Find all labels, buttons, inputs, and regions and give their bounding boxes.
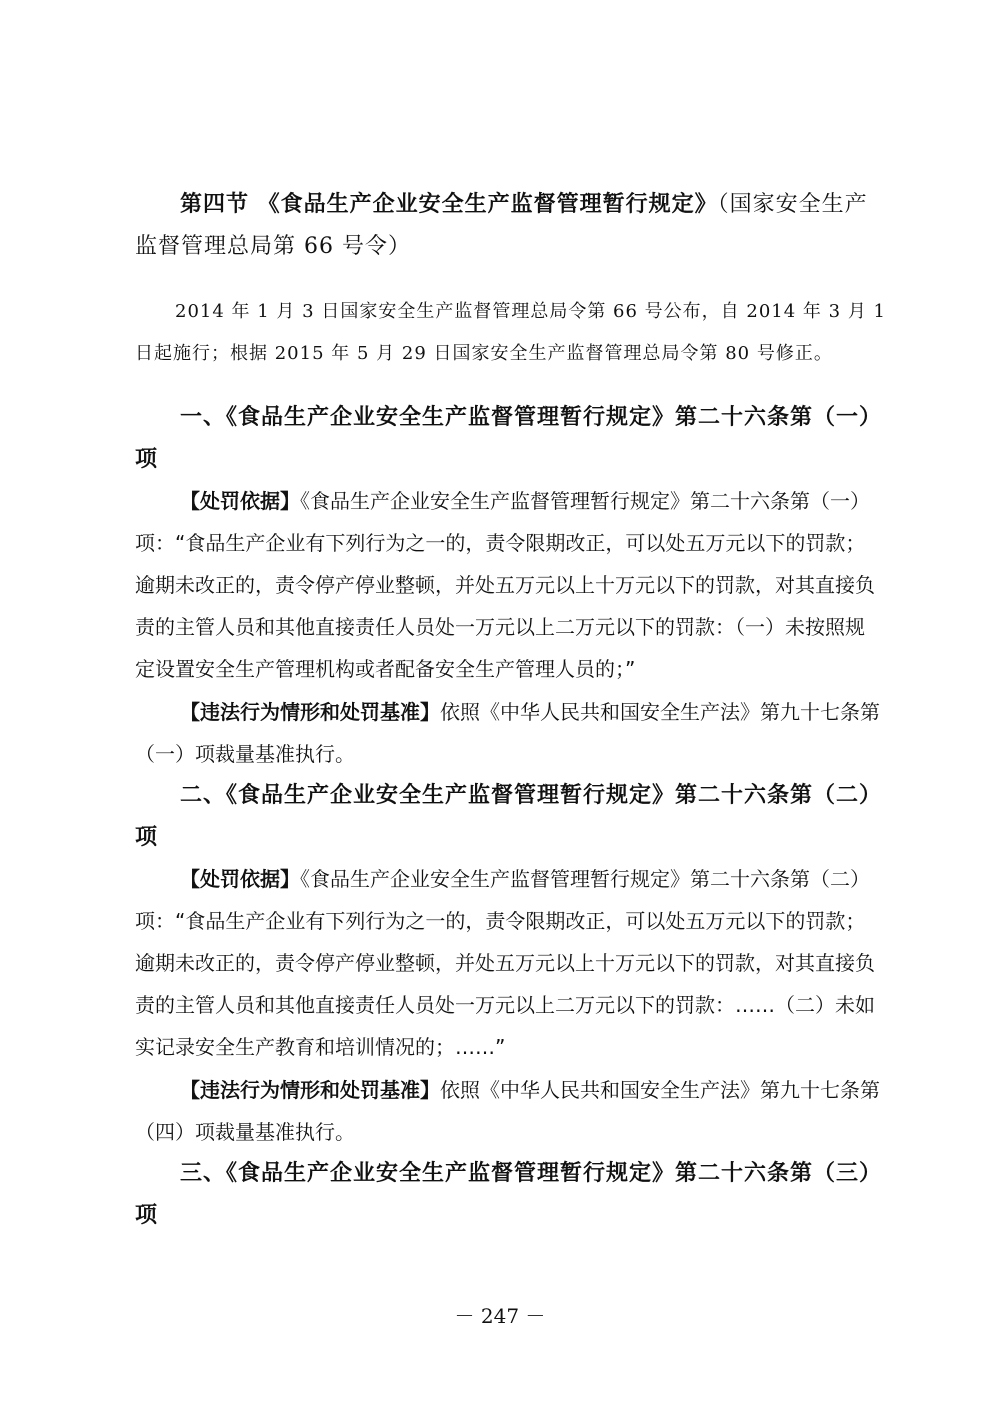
section-title: 第四节 《食品生产企业安全生产监督管理暂行规定》 bbox=[180, 192, 718, 217]
criteria-tag: 【违法行为情形和处罚基准】 bbox=[180, 1078, 440, 1102]
criteria-text: 依照《中华人民共和国安全生产法》第九十七条第 bbox=[440, 700, 880, 724]
basis-2-line2: 项：“食品生产企业有下列行为之一的，责令限期改正，可以处五万元以下的罚款； bbox=[135, 909, 866, 933]
criteria-text: 依照《中华人民共和国安全生产法》第九十七条第 bbox=[440, 1078, 880, 1102]
basis-tag: 【处罚依据】 bbox=[180, 489, 300, 513]
criteria-2-line2: （四）项裁量基准执行。 bbox=[135, 1120, 355, 1144]
basis-tag: 【处罚依据】 bbox=[180, 867, 300, 891]
basis-text: 《食品生产企业安全生产监督管理暂行规定》第二十六条第（一） bbox=[300, 489, 870, 513]
criteria-1-line2: （一）项裁量基准执行。 bbox=[135, 742, 355, 766]
basis-1-line3: 逾期未改正的，责令停产停业整顿，并处五万元以上十万元以下的罚款，对其直接负 bbox=[135, 573, 875, 597]
article-heading-2-line1: 二、《食品生产企业安全生产监督管理暂行规定》第二十六条第（二） bbox=[180, 782, 883, 808]
basis-1-line2: 项：“食品生产企业有下列行为之一的，责令限期改正，可以处五万元以下的罚款； bbox=[135, 531, 866, 555]
section-title-source: （国家安全生产 bbox=[717, 192, 868, 217]
basis-1-line5: 定设置安全生产管理机构或者配备安全生产管理人员的；” bbox=[135, 657, 636, 681]
basis-1-line1 bbox=[180, 485, 900, 514]
article-heading-3-line2: 项 bbox=[135, 1202, 159, 1228]
basis-1-line4: 责的主管人员和其他直接责任人员处一万元以上二万元以下的罚款：（一）未按照规 bbox=[135, 615, 865, 639]
basis-2-line3: 逾期未改正的，责令停产停业整顿，并处五万元以上十万元以下的罚款，对其直接负 bbox=[135, 951, 875, 975]
section-heading-line2: 监督管理总局第 66 号令） bbox=[135, 234, 411, 259]
meta-line-2: 日起施行；根据 2015 年 5 月 29 日国家安全生产监督管理总局令第 80 号修正。 bbox=[135, 343, 833, 364]
basis-2-line5: 实记录安全生产教育和培训情况的；……” bbox=[135, 1035, 506, 1059]
basis-2-line1 bbox=[180, 863, 900, 892]
basis-2-line4: 责的主管人员和其他直接责任人员处一万元以上二万元以下的罚款：……（二）未如 bbox=[135, 993, 875, 1017]
basis-text: 《食品生产企业安全生产监督管理暂行规定》第二十六条第（二） bbox=[300, 867, 870, 891]
section-heading-line1 bbox=[180, 187, 900, 218]
meta-line-1: 2014 年 1 月 3 日国家安全生产监督管理总局令第 66 号公布，自 2014 年 3 月 1 bbox=[175, 301, 886, 322]
criteria-2-line1 bbox=[180, 1074, 900, 1103]
article-heading-1-line1: 一、《食品生产企业安全生产监督管理暂行规定》第二十六条第（一） bbox=[180, 404, 883, 430]
criteria-tag: 【违法行为情形和处罚基准】 bbox=[180, 700, 440, 724]
criteria-1-line1 bbox=[180, 696, 900, 725]
article-heading-1-line2: 项 bbox=[135, 446, 159, 472]
page-number: － 247 － bbox=[454, 1304, 546, 1328]
article-heading-3-line1: 三、《食品生产企业安全生产监督管理暂行规定》第二十六条第（三） bbox=[180, 1160, 883, 1186]
article-heading-2-line2: 项 bbox=[135, 824, 159, 850]
